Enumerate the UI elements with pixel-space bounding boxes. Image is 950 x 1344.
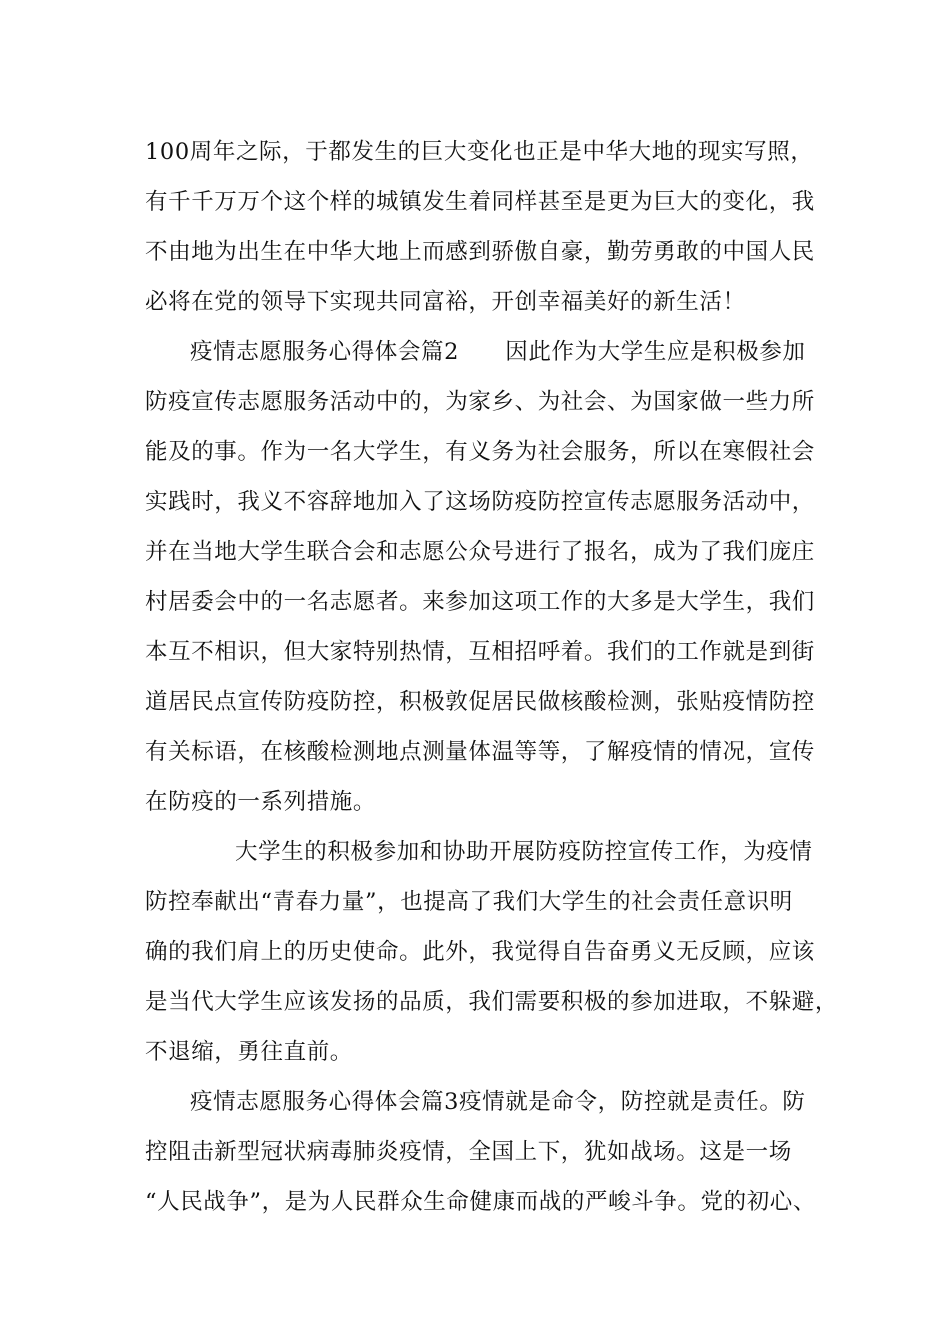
text-line: 实践时，我义不容辞地加入了这场防疫防控宣传志愿服务活动中， bbox=[145, 489, 815, 515]
section-heading-line: 疫情志愿服务心得体会篇2 因此作为大学生应是积极参加 bbox=[190, 339, 806, 365]
text-line: 控阻击新型冠状病毒肺炎疫情，全国上下，犹如战场。这是一场 bbox=[145, 1139, 792, 1165]
text-line: “人民战争”，是为人民群众生命健康而战的严峻斗争。党的初心、 bbox=[145, 1189, 817, 1215]
text-line: 能及的事。作为一名大学生，有义务为社会服务，所以在寒假社会 bbox=[145, 439, 815, 465]
text-line: 不由地为出生在中华大地上而感到骄傲自豪，勤劳勇敢的中国人民 bbox=[145, 239, 815, 265]
text-line: 村居委会中的一名志愿者。来参加这项工作的大多是大学生，我们 bbox=[145, 589, 815, 615]
text-line: 防控奉献出“青春力量”，也提高了我们大学生的社会责任意识明 bbox=[145, 889, 793, 915]
text-line: 在防疫的一系列措施。 bbox=[145, 789, 377, 815]
text-line: 必将在党的领导下实现共同富裕，开创幸福美好的新生活！ bbox=[145, 289, 746, 315]
text-line: 道居民点宣传防疫防控，积极敦促居民做核酸检测，张贴疫情防控 bbox=[145, 689, 815, 715]
text-line: 本互不相识，但大家特别热情，互相招呼着。我们的工作就是到街 bbox=[145, 639, 815, 665]
text-line: 是当代大学生应该发扬的品质，我们需要积极的参加进取，不躲避， bbox=[145, 989, 839, 1015]
text-line: 有关标语，在核酸检测地点测量体温等等，了解疫情的情况，宣传 bbox=[145, 739, 815, 765]
text-line: 100周年之际，于都发生的巨大变化也正是中华大地的现实写照， bbox=[145, 139, 814, 165]
section-heading-line: 疫情志愿服务心得体会篇3疫情就是命令，防控就是责任。防 bbox=[190, 1089, 806, 1115]
text-line: 并在当地大学生联合会和志愿公众号进行了报名，成为了我们庞庄 bbox=[145, 539, 815, 565]
text-line: 不退缩，勇往直前。 bbox=[145, 1039, 353, 1065]
text-line: 有千千万万个这个样的城镇发生着同样甚至是更为巨大的变化，我 bbox=[145, 189, 815, 215]
paragraph-start-line: 大学生的积极参加和协助开展防疫防控宣传工作，为疫情 bbox=[235, 839, 813, 865]
text-line: 防疫宣传志愿服务活动中的，为家乡、为社会、为国家做一些力所 bbox=[145, 389, 815, 415]
text-line: 确的我们肩上的历史使命。此外，我觉得自告奋勇义无反顾，应该 bbox=[145, 939, 815, 965]
